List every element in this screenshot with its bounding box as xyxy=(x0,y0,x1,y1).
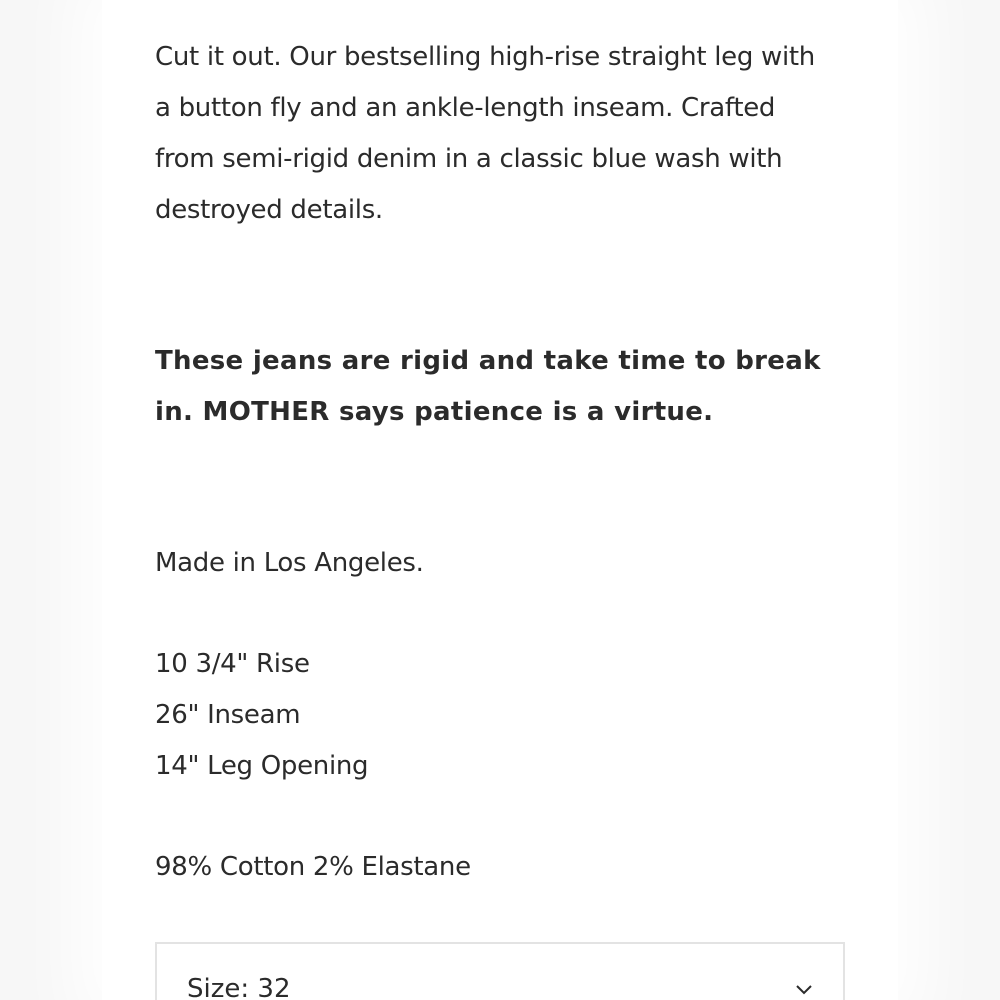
measurement-leg-opening: 14" Leg Opening xyxy=(155,751,369,781)
fabric-composition: 98% Cotton 2% Elastane xyxy=(155,852,471,882)
made-in-text: Made in Los Angeles. xyxy=(155,548,424,578)
measurement-inseam: 26" Inseam xyxy=(155,700,301,730)
size-select-label: Size: 32 xyxy=(187,974,291,1000)
size-select[interactable] xyxy=(155,942,845,1000)
description-intro: Cut it out. Our bestselling high-rise straight leg with a button fly and an ankle-length inseam. Crafted from semi-rigid denim in a classic blue wash with destroyed details. xyxy=(155,42,815,225)
product-description xyxy=(155,32,845,893)
measurements-list xyxy=(155,639,845,792)
description-notice: These jeans are rigid and take time to break in. MOTHER says patience is a virtue. xyxy=(155,346,821,427)
chevron-down-icon xyxy=(795,980,813,998)
measurement-rise: 10 3/4" Rise xyxy=(155,649,310,679)
